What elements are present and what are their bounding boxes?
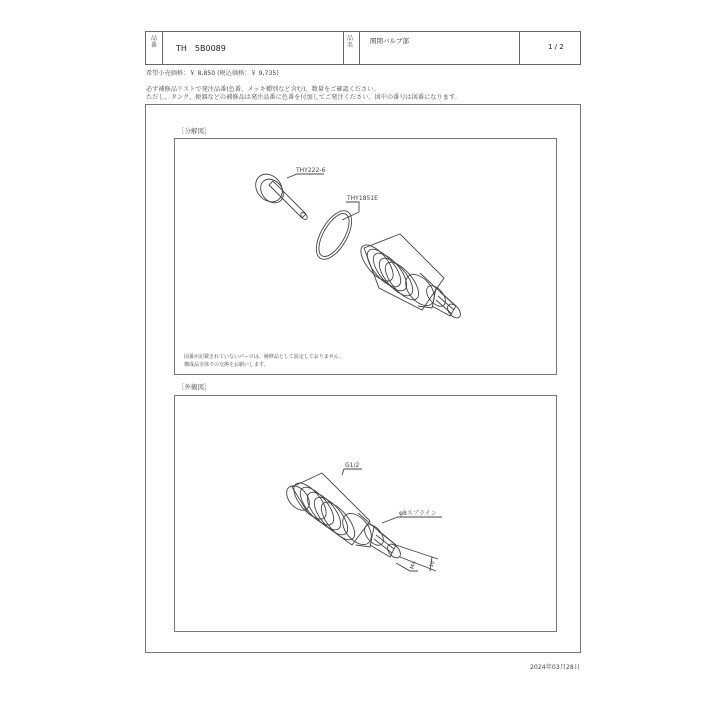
cartridge-body (355, 234, 463, 320)
cartridge-assembly (282, 473, 403, 560)
thread-label-g1-2: G1/2 (345, 462, 360, 469)
hinmei-label: 品名 (346, 35, 353, 49)
thread-leader (342, 469, 362, 475)
dim-ext-1 (396, 545, 438, 559)
product-name: 開閉バルブ部 (370, 37, 409, 45)
exploded-view-drawing (174, 138, 557, 375)
callout-thy1851e: THY1851E (347, 195, 378, 202)
hinban-label: 品番 (150, 35, 157, 49)
header-table (145, 31, 581, 65)
stem-part (250, 169, 308, 221)
issue-date: 2024年03月28日 (530, 664, 581, 671)
spline-leader (382, 517, 442, 523)
external-view-title: ［外観図］ (178, 383, 211, 391)
exploded-view-title: ［分解図］ (178, 127, 211, 135)
hinban-divider (162, 32, 163, 64)
hinmei-divider (359, 32, 360, 64)
price-line: 希望小売価格：￥ 8,850 (税込価格：￥ 9,735) (146, 70, 279, 77)
note-line-2: ただし、タンク、便器などの補修品は発注品番に色番を付加してご発注ください。図中の番号は図番になります。 (146, 94, 461, 101)
page-number: 1 / 2 (548, 43, 564, 51)
o-ring-part (309, 205, 359, 265)
dimension-label: 10 (428, 560, 437, 569)
external-view-drawing (174, 395, 557, 632)
footnote-line-1: 図番が記載されていないパーツは、補修品として設定しておりません。 (184, 354, 345, 360)
callout-thy222-6: THY222-6 (296, 167, 326, 174)
footnote-line-2: 構成品全体での交換をお願いします。 (184, 362, 269, 368)
spline-label: φ8スプライン (399, 510, 437, 517)
callout-leader-1 (287, 174, 324, 178)
note-line-1: 必ず補修品リストで発注品番(色番、メッキ種別など含む)、数量をご確認ください。 (146, 86, 380, 93)
part-number: TH 5B0089 (176, 44, 226, 53)
m4-label: M4 (409, 560, 418, 571)
